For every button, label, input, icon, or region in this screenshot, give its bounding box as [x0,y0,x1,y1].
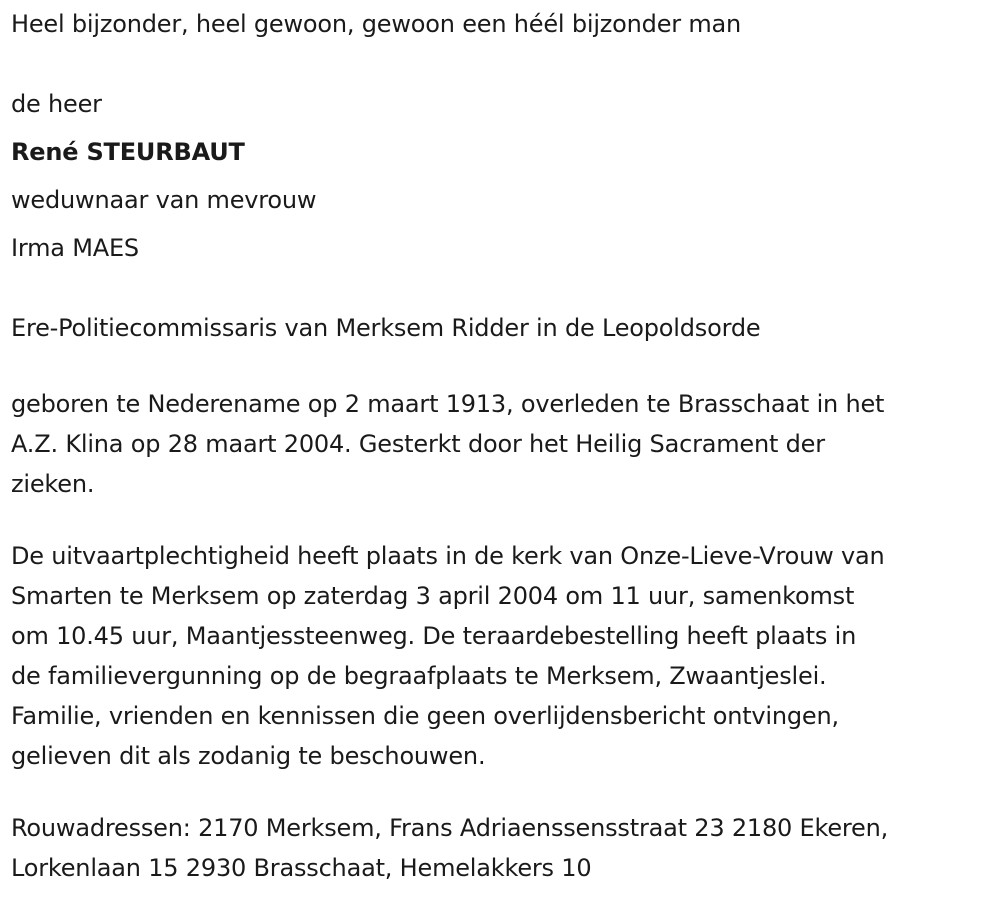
spacer [11,48,996,80]
addresses-paragraph [11,808,996,888]
honorary-title: Ere-Politiecommissaris van Merksem Ridder in de Leopoldsorde [11,314,761,342]
paragraph-line: Lorkenlaan 15 2930 Brasschaat, Hemelakkers 10 [11,854,592,882]
obituary-notice [11,0,996,888]
spouse-name: Irma MAES [11,234,139,262]
paragraph-line: Rouwadressen: 2170 Merksem, Frans Adriaenssensstraat 23 2180 Ekeren, [11,814,889,842]
spacer [11,504,996,536]
paragraph-line: zieken. [11,470,95,498]
spacer [11,272,996,304]
paragraph-line: Smarten te Merksem op zaterdag 3 april 2004 om 11 uur, samenkomst [11,582,855,610]
paragraph-line: De uitvaartplechtigheid heeft plaats in de kerk van Onze-Lieve-Vrouw van [11,542,885,570]
funeral-paragraph [11,536,996,776]
deceased-name: René STEURBAUT [11,138,245,166]
motto: Heel bijzonder, heel gewoon, gewoon een héél bijzonder man [11,10,742,38]
paragraph-line: om 10.45 uur, Maantjessteenweg. De teraardebestelling heeft plaats in [11,622,857,650]
spacer [11,776,996,808]
birth-death-paragraph [11,384,996,504]
relation: weduwnaar van mevrouw [11,186,317,214]
spacer [11,352,996,384]
paragraph-line: geboren te Nederename op 2 maart 1913, overleden te Brasschaat in het [11,390,885,418]
paragraph-line: gelieven dit als zodanig te beschouwen. [11,742,486,770]
paragraph-line: Familie, vrienden en kennissen die geen overlijdensbericht ontvingen, [11,702,839,730]
paragraph-line: A.Z. Klina op 28 maart 2004. Gesterkt door het Heilig Sacrament der [11,430,825,458]
salutation: de heer [11,90,102,118]
paragraph-line: de familievergunning op de begraafplaats te Merksem, Zwaantjeslei. [11,662,827,690]
